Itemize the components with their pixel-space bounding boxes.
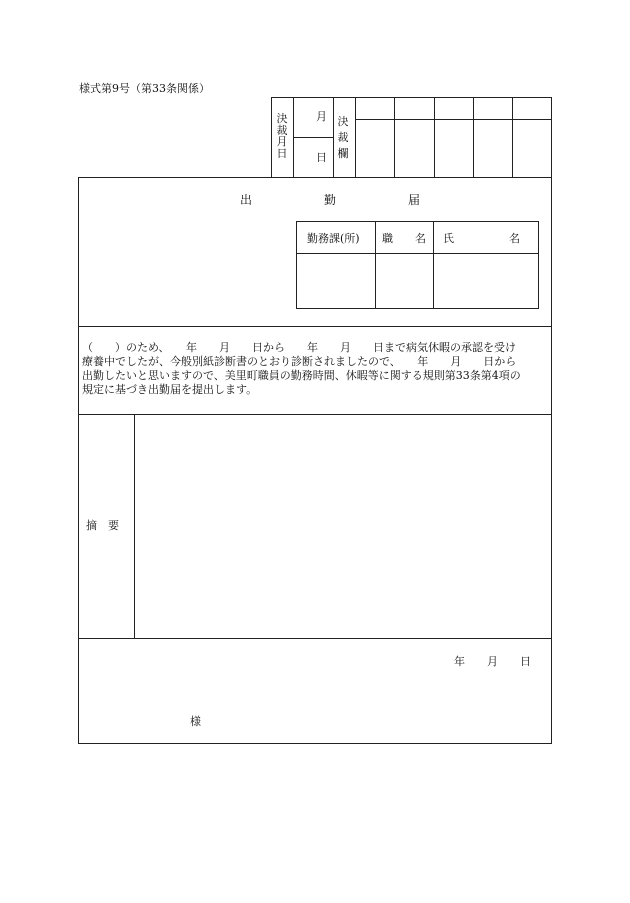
- statement-line: （ ）のため、 年 月 日から 年 月 日まで病気休暇の承認を受け: [82, 341, 517, 354]
- name-field[interactable]: [434, 254, 538, 308]
- statement-line: 規定に基づき出勤届を提出します。: [82, 383, 258, 396]
- statement-text: [82, 341, 552, 397]
- form-number: 様式第9号（第33条関係）: [79, 82, 210, 95]
- approval-cell[interactable]: [435, 120, 473, 177]
- approval-cell[interactable]: [474, 120, 512, 177]
- form-title: 出 勤 届: [240, 193, 421, 207]
- approval-cell[interactable]: [395, 120, 434, 177]
- addressee-suffix: 様: [190, 715, 201, 728]
- approval-column-label: 決裁欄: [337, 115, 349, 160]
- dept-field[interactable]: [297, 254, 375, 308]
- name-header: 氏 名: [443, 232, 520, 245]
- remarks-label: 摘 要: [86, 519, 119, 532]
- dept-header: 勤務課(所): [307, 232, 360, 245]
- statement-line: 出勤したいと思いますので、美里町職員の勤務時間、休暇等に関する規則第33条第4項の: [82, 369, 521, 382]
- position-header: 職 名: [382, 232, 426, 245]
- date-line: 年 月 日: [454, 655, 531, 668]
- statement-line: 療養中でしたが、今般別紙診断書のとおり診断されましたので、 年 月 日から: [82, 355, 517, 368]
- approval-day-label: 日: [316, 151, 327, 164]
- addressee-field[interactable]: [90, 705, 186, 725]
- approval-month-label: 月: [316, 110, 327, 123]
- approval-cell[interactable]: [356, 120, 394, 177]
- remarks-field[interactable]: [135, 415, 551, 638]
- position-field[interactable]: [376, 254, 433, 308]
- approval-date-label: 決裁月日: [276, 112, 288, 160]
- approval-cell[interactable]: [513, 120, 551, 177]
